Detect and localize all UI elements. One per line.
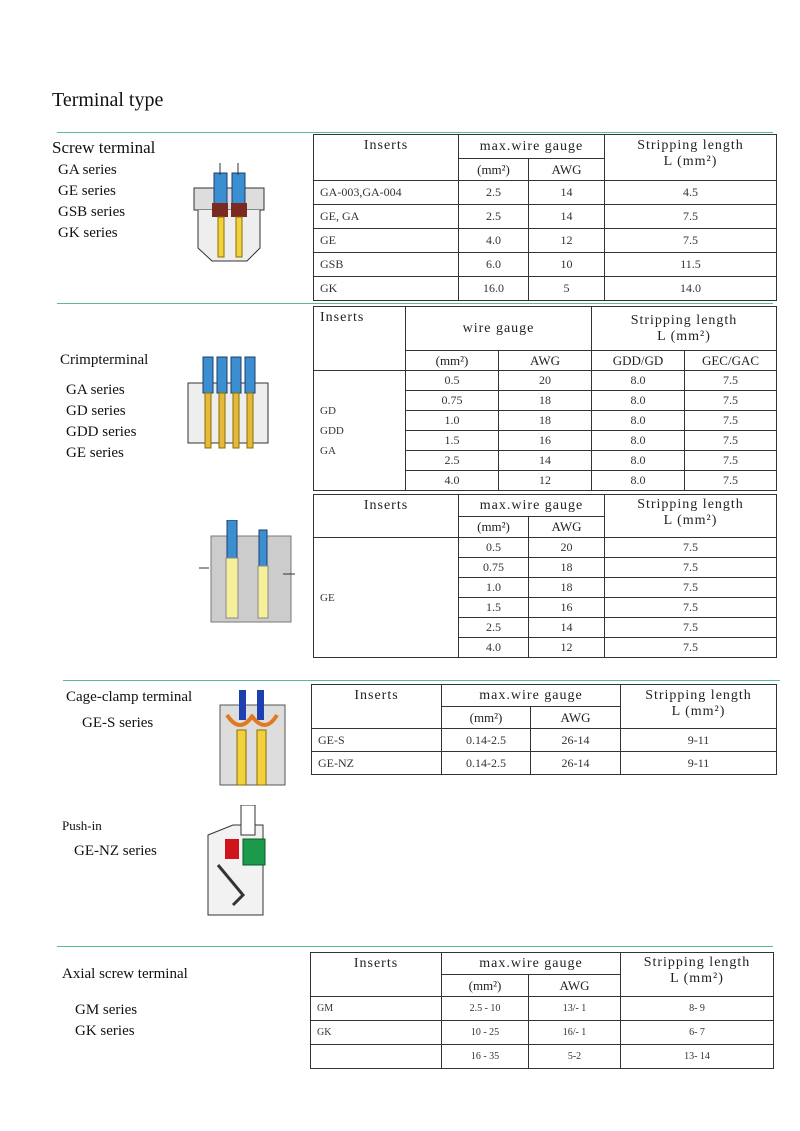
header-stripping-length-text: Stripping length — [637, 497, 744, 512]
cage-clamp-table — [311, 684, 777, 775]
table-cell: 1.5 — [406, 431, 499, 451]
crimp-ge-table — [313, 494, 777, 658]
table-cell: 6- 7 — [621, 1021, 774, 1045]
table-cell: 26-14 — [531, 729, 621, 752]
series-label: GA series — [58, 162, 117, 178]
table-cell: 7.5 — [605, 229, 777, 253]
table-row — [311, 1021, 774, 1045]
header-wire-gauge: max.wire gauge — [459, 135, 605, 159]
series-label: GK series — [58, 225, 118, 241]
table-cell: 0.14-2.5 — [442, 729, 531, 752]
table-cell: 4.0 — [459, 229, 529, 253]
divider — [63, 680, 780, 681]
table-cell: 20 — [499, 371, 592, 391]
inserts-cell — [314, 371, 406, 491]
section-title-cage-clamp: Cage-clamp terminal — [66, 689, 193, 705]
table-cell: 11.5 — [605, 253, 777, 277]
table-row — [314, 253, 777, 277]
header-stripping-unit: L (mm²) — [663, 513, 718, 528]
table-cell: 20 — [529, 538, 605, 558]
table-row — [314, 277, 777, 301]
header-stripping-length-text: Stripping length — [645, 688, 752, 703]
header-stripping-length-text: Stripping length — [643, 955, 751, 970]
table-row — [312, 752, 777, 775]
divider — [57, 132, 773, 133]
table-cell: 8.0 — [592, 411, 685, 431]
table-cell: 12 — [529, 229, 605, 253]
series-label: GM series — [75, 1002, 138, 1018]
table-row — [311, 1045, 774, 1069]
table-cell: 8.0 — [592, 471, 685, 491]
table-cell: 16 — [499, 431, 592, 451]
header-mm2: (mm²) — [442, 975, 529, 997]
table-cell: 0.5 — [406, 371, 499, 391]
table-row — [312, 729, 777, 752]
divider — [57, 946, 773, 947]
table-cell: 16 — [529, 598, 605, 618]
series-label: GE series — [58, 183, 116, 199]
table-cell: 14 — [529, 205, 605, 229]
table-row — [314, 181, 777, 205]
table-cell: 18 — [499, 391, 592, 411]
header-inserts: Inserts — [314, 307, 406, 371]
table-cell: 2.5 — [459, 618, 529, 638]
header-stripping-length — [605, 135, 777, 181]
table-cell: 1.0 — [406, 411, 499, 431]
insert-label: GD — [320, 404, 336, 417]
table-cell: GE-NZ — [312, 752, 442, 775]
series-label: GA series — [66, 382, 125, 398]
header-wire-gauge: max.wire gauge — [459, 495, 605, 517]
header-mm2: (mm²) — [406, 351, 499, 371]
table-cell: 12 — [529, 638, 605, 658]
header-stripping-unit: L (mm²) — [663, 154, 718, 169]
table-cell: 7.5 — [605, 618, 777, 638]
table-cell: 7.5 — [605, 578, 777, 598]
table-cell: 14.0 — [605, 277, 777, 301]
table-row — [311, 997, 774, 1021]
series-label: GSB series — [58, 204, 126, 220]
table-cell: 13- 14 — [621, 1045, 774, 1069]
table-cell: 4.0 — [406, 471, 499, 491]
table-cell: 2.5 — [459, 205, 529, 229]
table-cell: 0.14-2.5 — [442, 752, 531, 775]
table-cell: 7.5 — [685, 451, 777, 471]
table-row — [314, 538, 777, 558]
divider — [57, 303, 773, 304]
header-stripping-length — [592, 307, 777, 351]
header-wire-gauge: max.wire gauge — [442, 953, 621, 975]
series-label: GD series — [66, 403, 126, 419]
insert-label: GDD — [320, 424, 344, 437]
table-cell: 1.5 — [459, 598, 529, 618]
table-cell: 18 — [529, 578, 605, 598]
table-cell: 7.5 — [605, 205, 777, 229]
table-cell: 8.0 — [592, 431, 685, 451]
table-cell: 2.5 — [406, 451, 499, 471]
header-stripping-length — [605, 495, 777, 538]
table-cell: GA-003,GA-004 — [314, 181, 459, 205]
table-cell: 6.0 — [459, 253, 529, 277]
screw-terminal-illustration — [192, 163, 267, 263]
table-cell: 0.75 — [406, 391, 499, 411]
table-cell: 12 — [499, 471, 592, 491]
section-title-push-in: Push-in — [62, 818, 102, 833]
table-row — [314, 371, 777, 391]
header-gec-gac: GEC/GAC — [685, 351, 777, 371]
table-cell: 2.5 — [459, 181, 529, 205]
table-cell: GK — [311, 1021, 442, 1045]
insert-label: GE — [320, 591, 335, 604]
table-cell: GE-S — [312, 729, 442, 752]
header-stripping-unit: L (mm²) — [657, 328, 711, 344]
table-cell: 7.5 — [685, 391, 777, 411]
table-cell: 14 — [499, 451, 592, 471]
table-cell: 8.0 — [592, 391, 685, 411]
table-cell: 8.0 — [592, 451, 685, 471]
series-label: GE-NZ series — [74, 843, 157, 859]
table-cell: 8- 9 — [621, 997, 774, 1021]
table-cell: 7.5 — [605, 638, 777, 658]
table-cell: 16.0 — [459, 277, 529, 301]
crimp-terminal-table — [313, 306, 777, 491]
header-mm2: (mm²) — [459, 159, 529, 181]
header-wire-gauge: max.wire gauge — [442, 685, 621, 707]
table-cell: 10 - 25 — [442, 1021, 529, 1045]
table-cell: 4.0 — [459, 638, 529, 658]
header-stripping-length — [621, 685, 777, 729]
table-cell: 13/- 1 — [529, 997, 621, 1021]
table-cell: 14 — [529, 618, 605, 638]
header-stripping-length-text: Stripping length — [630, 312, 738, 328]
series-label: GK series — [75, 1023, 135, 1039]
table-cell: 5 — [529, 277, 605, 301]
table-row — [314, 229, 777, 253]
table-cell: GM — [311, 997, 442, 1021]
insert-label: GA — [320, 444, 336, 457]
series-label: GE series — [66, 445, 124, 461]
table-cell: GSB — [314, 253, 459, 277]
table-cell: 7.5 — [685, 471, 777, 491]
table-cell: 9-11 — [621, 729, 777, 752]
header-gdd-gd: GDD/GD — [592, 351, 685, 371]
header-inserts: Inserts — [311, 953, 442, 997]
push-in-illustration — [203, 805, 273, 921]
table-cell: 18 — [499, 411, 592, 431]
header-inserts: Inserts — [314, 135, 459, 181]
header-awg: AWG — [531, 707, 621, 729]
table-cell: 14 — [529, 181, 605, 205]
header-mm2: (mm²) — [459, 517, 529, 538]
table-cell: 7.5 — [685, 411, 777, 431]
table-row — [314, 205, 777, 229]
header-inserts: Inserts — [312, 685, 442, 729]
table-cell: 5-2 — [529, 1045, 621, 1069]
table-cell: GE, GA — [314, 205, 459, 229]
section-title-screw: Screw terminal — [52, 138, 156, 157]
table-cell: 7.5 — [685, 371, 777, 391]
table-cell: 8.0 — [592, 371, 685, 391]
table-cell: 1.0 — [459, 578, 529, 598]
table-cell: 18 — [529, 558, 605, 578]
table-cell: 4.5 — [605, 181, 777, 205]
table-cell: 2.5 - 10 — [442, 997, 529, 1021]
cage-clamp-illustration — [215, 690, 290, 790]
crimp-terminal-illustration — [186, 353, 271, 451]
section-title-crimp: Crimpterminal — [60, 352, 149, 368]
table-cell: 16 - 35 — [442, 1045, 529, 1069]
table-cell: 7.5 — [605, 598, 777, 618]
table-cell: 10 — [529, 253, 605, 277]
series-label: GE-S series — [82, 715, 154, 731]
series-label: GDD series — [66, 424, 137, 440]
header-awg: AWG — [499, 351, 592, 371]
crimp-ge-illustration — [197, 520, 297, 624]
inserts-cell — [314, 538, 459, 658]
table-cell: GE — [314, 229, 459, 253]
header-mm2: (mm²) — [442, 707, 531, 729]
screw-terminal-table — [313, 134, 777, 301]
section-title-axial: Axial screw terminal — [62, 966, 188, 982]
table-cell: 16/- 1 — [529, 1021, 621, 1045]
header-inserts: Inserts — [314, 495, 459, 538]
table-cell: 26-14 — [531, 752, 621, 775]
table-cell: GK — [314, 277, 459, 301]
table-cell: 0.5 — [459, 538, 529, 558]
table-cell — [311, 1045, 442, 1069]
header-stripping-length-text: Stripping length — [637, 138, 744, 153]
header-wire-gauge: wire gauge — [406, 307, 592, 351]
header-stripping-length — [621, 953, 774, 997]
header-awg: AWG — [529, 975, 621, 997]
table-cell: 0.75 — [459, 558, 529, 578]
page-title: Terminal type — [52, 89, 164, 111]
table-cell: 9-11 — [621, 752, 777, 775]
table-cell: 7.5 — [605, 538, 777, 558]
header-awg: AWG — [529, 517, 605, 538]
table-cell: 7.5 — [605, 558, 777, 578]
table-cell: 7.5 — [685, 431, 777, 451]
axial-screw-table — [310, 952, 774, 1069]
header-stripping-unit: L (mm²) — [670, 971, 724, 986]
header-stripping-unit: L (mm²) — [671, 704, 726, 719]
header-awg: AWG — [529, 159, 605, 181]
